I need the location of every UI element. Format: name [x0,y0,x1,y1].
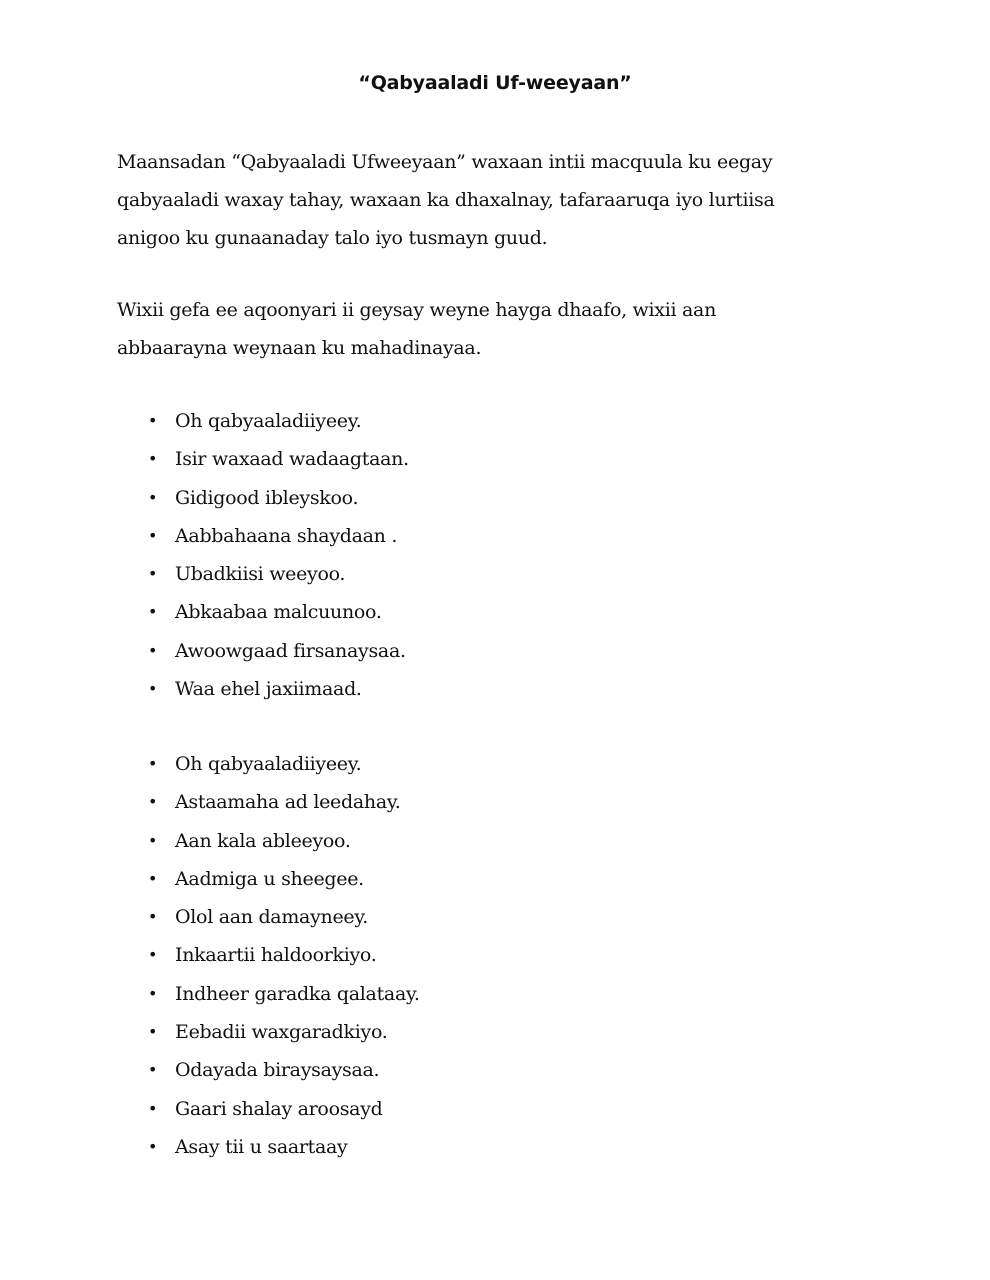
bullet-icon: • [148,983,158,1003]
verse-text: Aan kala ableeyoo. [175,829,351,852]
bullet-icon: • [148,640,158,660]
bullet-icon: • [148,564,158,584]
bullet-icon: • [148,754,158,773]
bullet-icon: • [148,1022,158,1042]
list-item [117,1051,817,1089]
paragraph-line: anigoo ku gunaanaday talo iyo tusmayn guud. [117,227,548,249]
verse-text: Abkaabaa malcuunoo. [175,601,382,624]
verse-text: Inkaartii haldoorkiyo. [175,944,377,967]
verse-text: Asay tii u saartaay [175,1135,348,1158]
verse-text: Aabbahaana shaydaan . [175,524,398,547]
list-item [117,975,817,1013]
list-item [117,936,817,974]
verse-text: Ubadkiisi weeyoo. [175,563,346,586]
verse-text: Olol aan damayneey. [175,906,368,929]
verse-text: Indheer garadka qalataay. [175,982,420,1005]
verse-text: Oh qabyaaladiiyeey. [175,753,362,775]
bullet-icon: • [148,868,158,888]
list-item [117,783,817,821]
list-item [117,898,817,936]
verse-text: Astaamaha ad leedahay. [175,791,401,814]
verse-text: Gaari shalay aroosayd [175,1097,383,1120]
bullet-icon: • [148,945,158,965]
list-item [117,593,817,631]
list-item [117,517,817,555]
bullet-icon: • [148,907,158,927]
list-item [117,822,817,860]
paragraph-line: Wixii gefa ee aqoonyari ii geysay weyne hayga dhaafo, wixii aan [117,299,716,321]
bullet-icon: • [148,411,158,430]
list-item [117,745,817,783]
list-item [117,632,817,670]
list-item [117,860,817,898]
bullet-icon: • [148,525,158,545]
stanza-list-1 [117,402,817,708]
verse-text: Gidigood ibleyskoo. [175,486,359,509]
list-item [117,402,817,440]
paragraph-line: qabyaaladi waxay tahay, waxaan ka dhaxalnay, tafaraaruqa iyo lurtiisa [117,189,775,211]
bullet-icon: • [148,602,158,622]
bullet-icon: • [148,679,158,699]
verse-text: Odayada biraysaysaa. [175,1059,380,1082]
verse-text: Isir waxaad wadaagtaan. [175,448,409,471]
bullet-icon: • [148,449,158,469]
paragraph-line: abbaarayna weynaan ku mahadinayaa. [117,337,482,359]
verse-text: Waa ehel jaxiimaad. [175,678,362,701]
bullet-icon: • [148,1060,158,1080]
verse-text: Eebadii waxgaradkiyo. [175,1021,388,1044]
list-item [117,1090,817,1128]
list-item [117,555,817,593]
list-item [117,479,817,517]
list-item [117,1013,817,1051]
intro-paragraph [117,143,877,257]
list-item [117,670,817,708]
document-title: “Qabyaaladi Uf-weeyaan” [358,72,632,94]
bullet-icon: • [148,1136,158,1156]
paragraph-line: Maansadan “Qabyaaladi Ufweeyaan” waxaan intii macquula ku eegay [117,151,773,173]
bullet-icon: • [148,1098,158,1118]
bullet-icon: • [148,792,158,812]
verse-text: Aadmiga u sheegee. [175,867,364,890]
verse-text: Oh qabyaaladiiyeey. [175,410,362,432]
list-item [117,440,817,478]
stanza-list-2 [117,745,817,1166]
bullet-icon: • [148,487,158,507]
list-item [117,1128,817,1166]
apology-paragraph [117,291,877,367]
bullet-icon: • [148,830,158,850]
verse-text: Awoowgaad firsanaysaa. [175,639,406,662]
